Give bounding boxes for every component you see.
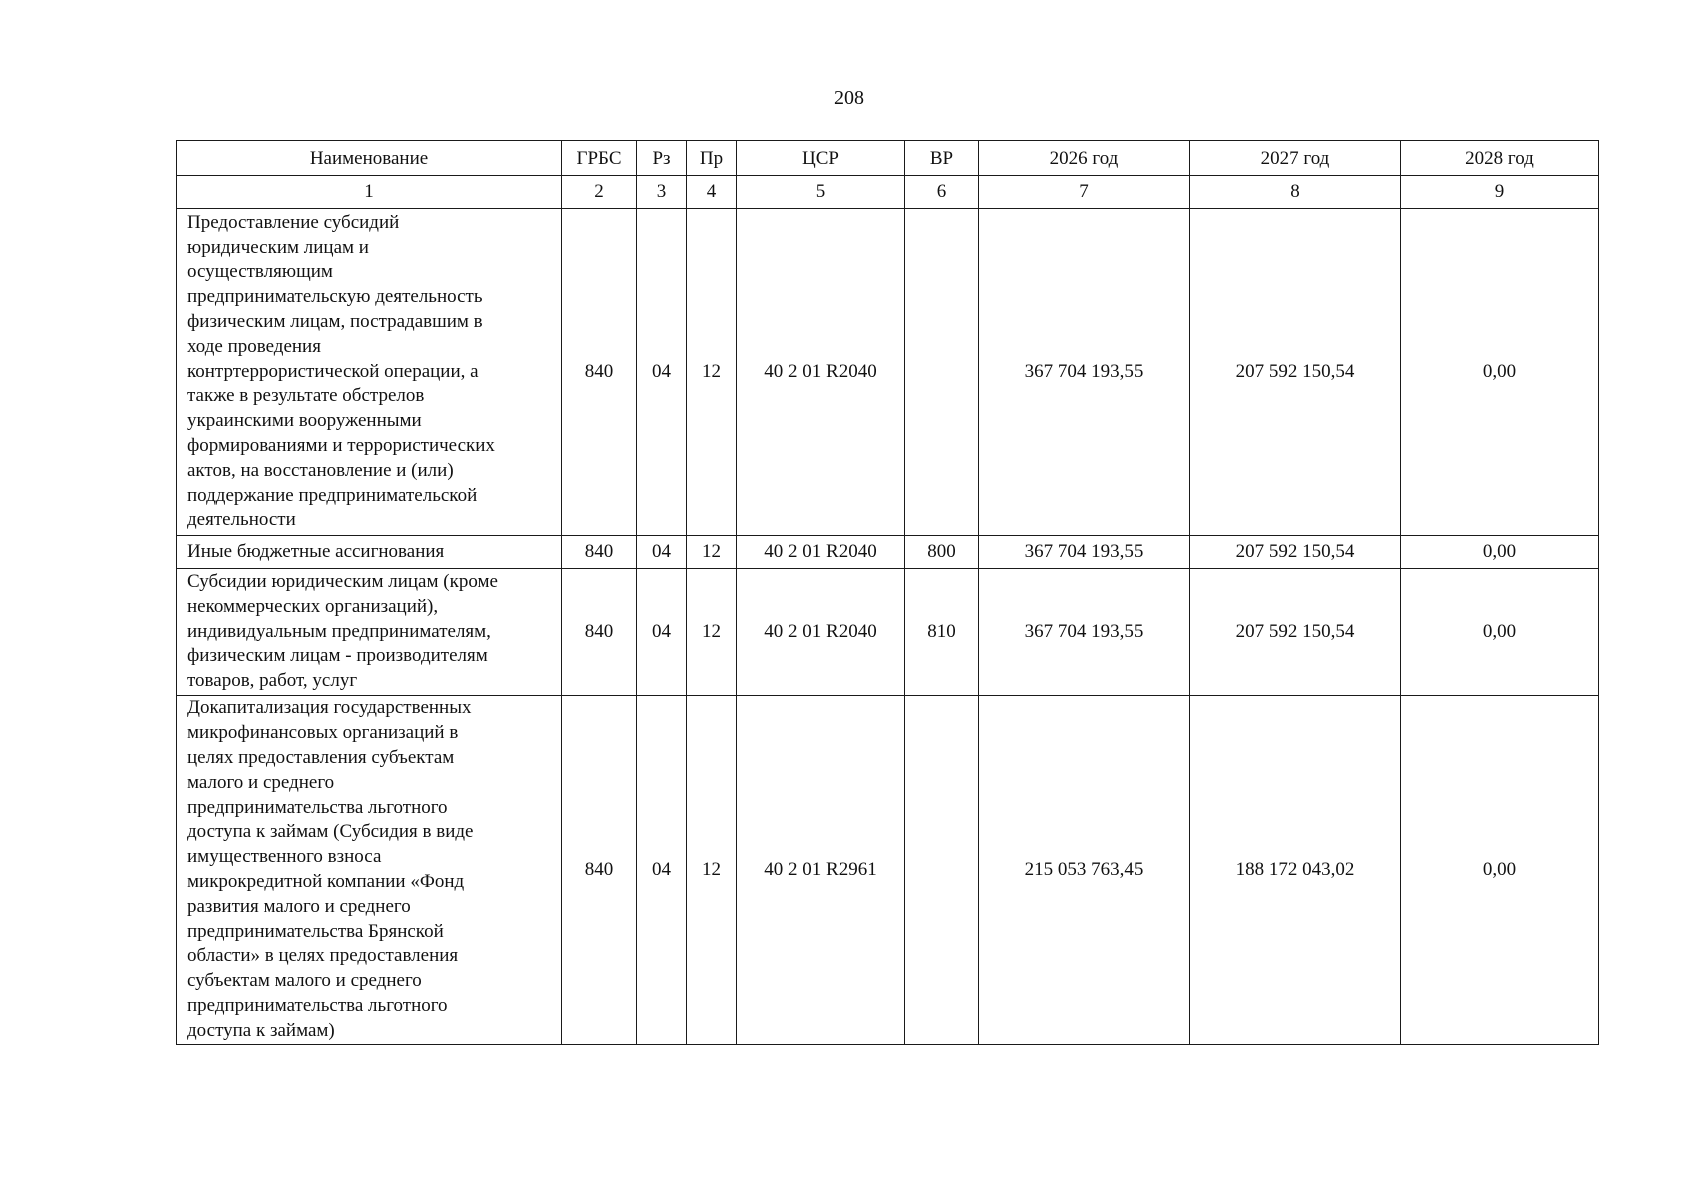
column-number: 5 xyxy=(737,176,905,209)
table-row xyxy=(177,209,1599,536)
header-2028: 2028 год xyxy=(1401,141,1599,176)
row-vr xyxy=(905,209,979,536)
row-grbs: 840 xyxy=(562,696,637,1045)
page-number: 208 xyxy=(834,87,864,109)
row-2027: 207 592 150,54 xyxy=(1190,569,1401,696)
column-number: 9 xyxy=(1401,176,1599,209)
header-vr: ВР xyxy=(905,141,979,176)
row-name: Субсидии юридическим лицам (кроме некоммерческих организаций), индивидуальным предпринимателям, физическим лицам - производителям товаров, работ, услуг xyxy=(177,569,562,696)
column-number: 1 xyxy=(177,176,562,209)
row-name: Иные бюджетные ассигнования xyxy=(177,536,562,569)
column-number-row xyxy=(177,176,1599,209)
row-pr: 12 xyxy=(687,209,737,536)
header-row xyxy=(177,141,1599,176)
row-2026: 367 704 193,55 xyxy=(979,536,1190,569)
header-rz: Рз xyxy=(637,141,687,176)
row-pr: 12 xyxy=(687,536,737,569)
header-2027: 2027 год xyxy=(1190,141,1401,176)
row-name: Предоставление субсидий юридическим лицам и осуществляющим предпринимательскую деятельность физическим лицам, пострадавшим в ходе проведения контртеррористической операции, а также в результате обстрелов украинскими вооруженными формированиями и террористических актов, на восстановление и (или) поддержание предпринимательской деятельности xyxy=(177,209,562,536)
row-rz: 04 xyxy=(637,696,687,1045)
table-row xyxy=(177,536,1599,569)
row-vr xyxy=(905,696,979,1045)
row-grbs: 840 xyxy=(562,209,637,536)
table-row xyxy=(177,696,1599,1045)
row-csr: 40 2 01 R2040 xyxy=(737,569,905,696)
row-2027: 207 592 150,54 xyxy=(1190,536,1401,569)
row-grbs: 840 xyxy=(562,569,637,696)
column-number: 7 xyxy=(979,176,1190,209)
row-vr: 800 xyxy=(905,536,979,569)
row-rz: 04 xyxy=(637,209,687,536)
row-2027: 207 592 150,54 xyxy=(1190,209,1401,536)
row-2028: 0,00 xyxy=(1401,696,1599,1045)
row-grbs: 840 xyxy=(562,536,637,569)
header-name: Наименование xyxy=(177,141,562,176)
column-number: 8 xyxy=(1190,176,1401,209)
row-2028: 0,00 xyxy=(1401,536,1599,569)
column-number: 6 xyxy=(905,176,979,209)
row-pr: 12 xyxy=(687,696,737,1045)
row-2026: 367 704 193,55 xyxy=(979,209,1190,536)
row-2027: 188 172 043,02 xyxy=(1190,696,1401,1045)
row-2026: 215 053 763,45 xyxy=(979,696,1190,1045)
header-csr: ЦСР xyxy=(737,141,905,176)
row-2026: 367 704 193,55 xyxy=(979,569,1190,696)
row-rz: 04 xyxy=(637,569,687,696)
header-2026: 2026 год xyxy=(979,141,1190,176)
budget-table xyxy=(176,140,1599,1045)
column-number: 4 xyxy=(687,176,737,209)
row-csr: 40 2 01 R2040 xyxy=(737,209,905,536)
row-csr: 40 2 01 R2040 xyxy=(737,536,905,569)
column-number: 3 xyxy=(637,176,687,209)
row-rz: 04 xyxy=(637,536,687,569)
row-2028: 0,00 xyxy=(1401,209,1599,536)
header-pr: Пр xyxy=(687,141,737,176)
header-grbs: ГРБС xyxy=(562,141,637,176)
row-2028: 0,00 xyxy=(1401,569,1599,696)
table-row xyxy=(177,569,1599,696)
column-number: 2 xyxy=(562,176,637,209)
row-vr: 810 xyxy=(905,569,979,696)
row-csr: 40 2 01 R2961 xyxy=(737,696,905,1045)
row-name: Докапитализация государственных микрофинансовых организаций в целях предоставления субъектам малого и среднего предпринимательства льготного доступа к займам (Субсидия в виде имущественного взноса микрокредитной компании «Фонд развития малого и среднего предпринимательства Брянской области» в целях предоставления субъектам малого и среднего предпринимательства льготного доступа к займам) xyxy=(177,696,562,1045)
row-pr: 12 xyxy=(687,569,737,696)
